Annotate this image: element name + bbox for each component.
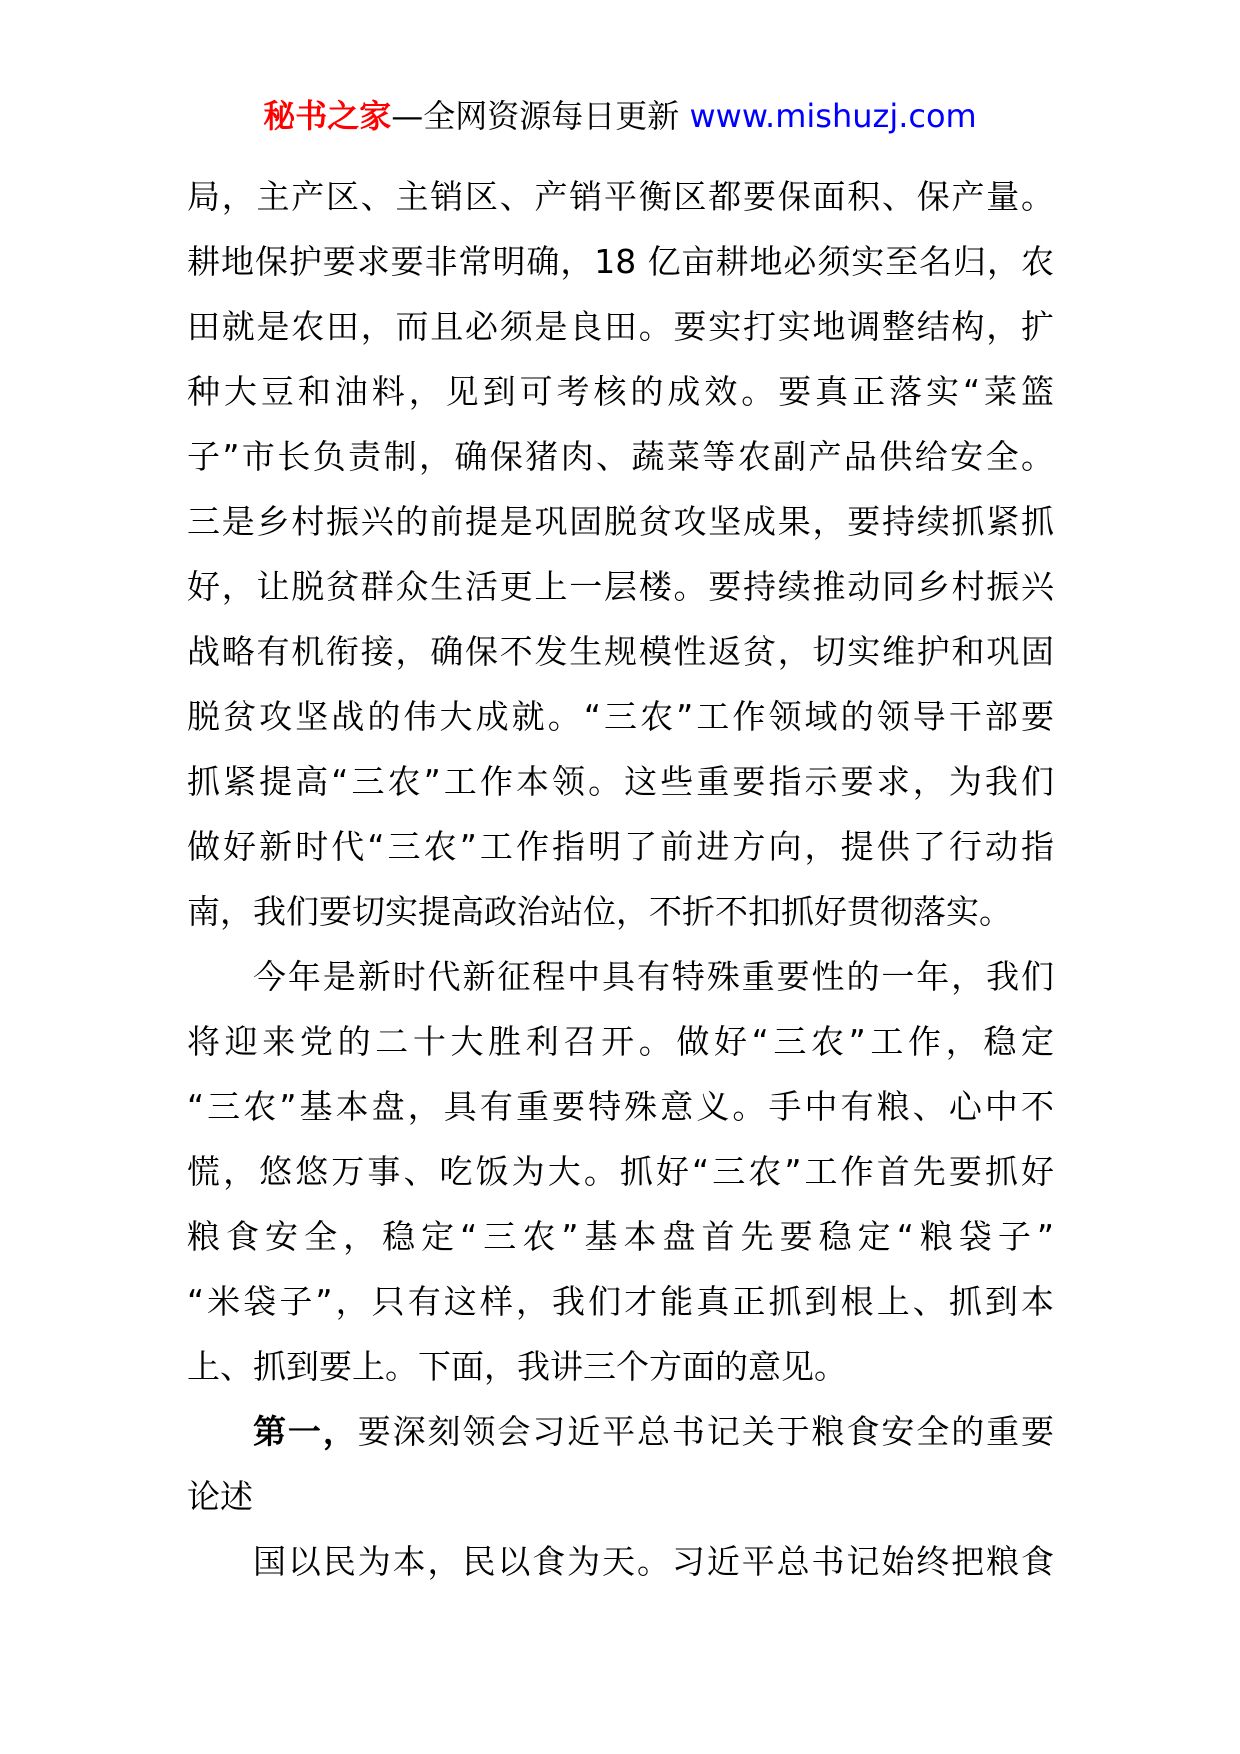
text-line: 田就是农田，而且必须是良田。要实打实地调整结构，扩 [187,307,1054,346]
text-line: 子”市长负责制，确保猪肉、蔬菜等农副产品供给安全。 [187,437,1054,476]
text-line: 局，主产区、主销区、产销平衡区都要保面积、保产量。 [187,177,1054,216]
document-body [187,164,1054,1594]
section-heading [187,1399,1054,1464]
paragraph-first-line: 国以民为本，民以食为天。习近平总书记始终把粮食 [253,1542,1054,1581]
text-line: 种大豆和油料，见到可考核的成效。要真正落实“菜篮 [187,372,1054,411]
text-line: 上、抓到要上。下面，我讲三个方面的意见。 [187,1347,847,1386]
section-heading-text: 要深刻领会习近平总书记关于粮食安全的重要 [357,1412,1054,1451]
paragraph-first-line: 今年是新时代新征程中具有特殊重要性的一年，我们 [253,957,1054,996]
text-line: 三是乡村振兴的前提是巩固脱贫攻坚成果，要持续抓紧抓 [187,502,1054,541]
text-line: 耕地保护要求要非常明确，18 亿亩耕地必须实至名归，农 [187,242,1054,281]
section-heading-continued: 论述 [187,1477,253,1516]
header-tagline: —全网资源每日更新 [391,97,680,135]
text-line: “米袋子”，只有这样，我们才能真正抓到根上、抓到本 [187,1282,1054,1321]
section-heading-prefix: 第一， [253,1412,358,1451]
text-line: 脱贫攻坚战的伟大成就。“三农”工作领域的领导干部要 [187,697,1054,736]
site-url-link[interactable]: www.mishuzj.com [689,97,977,135]
text-line: 慌，悠悠万事、吃饭为大。抓好“三农”工作首先要抓好 [187,1152,1054,1191]
text-line: “三农”基本盘，具有重要特殊意义。手中有粮、心中不 [187,1087,1054,1126]
page-header [0,96,1240,136]
brand-name: 秘书之家 [263,97,392,135]
text-line: 粮食安全，稳定“三农”基本盘首先要稳定“粮袋子” [187,1217,1054,1256]
text-line: 抓紧提高“三农”工作本领。这些重要指示要求，为我们 [187,762,1054,801]
text-line: 好，让脱贫群众生活更上一层楼。要持续推动同乡村振兴 [187,567,1054,606]
text-line: 做好新时代“三农”工作指明了前进方向，提供了行动指 [187,827,1054,866]
text-line: 将迎来党的二十大胜利召开。做好“三农”工作，稳定 [187,1022,1054,1061]
text-line: 南，我们要切实提高政治站位，不折不扣抓好贯彻落实。 [187,892,1012,931]
text-line: 战略有机衔接，确保不发生规模性返贫，切实维护和巩固 [187,632,1054,671]
